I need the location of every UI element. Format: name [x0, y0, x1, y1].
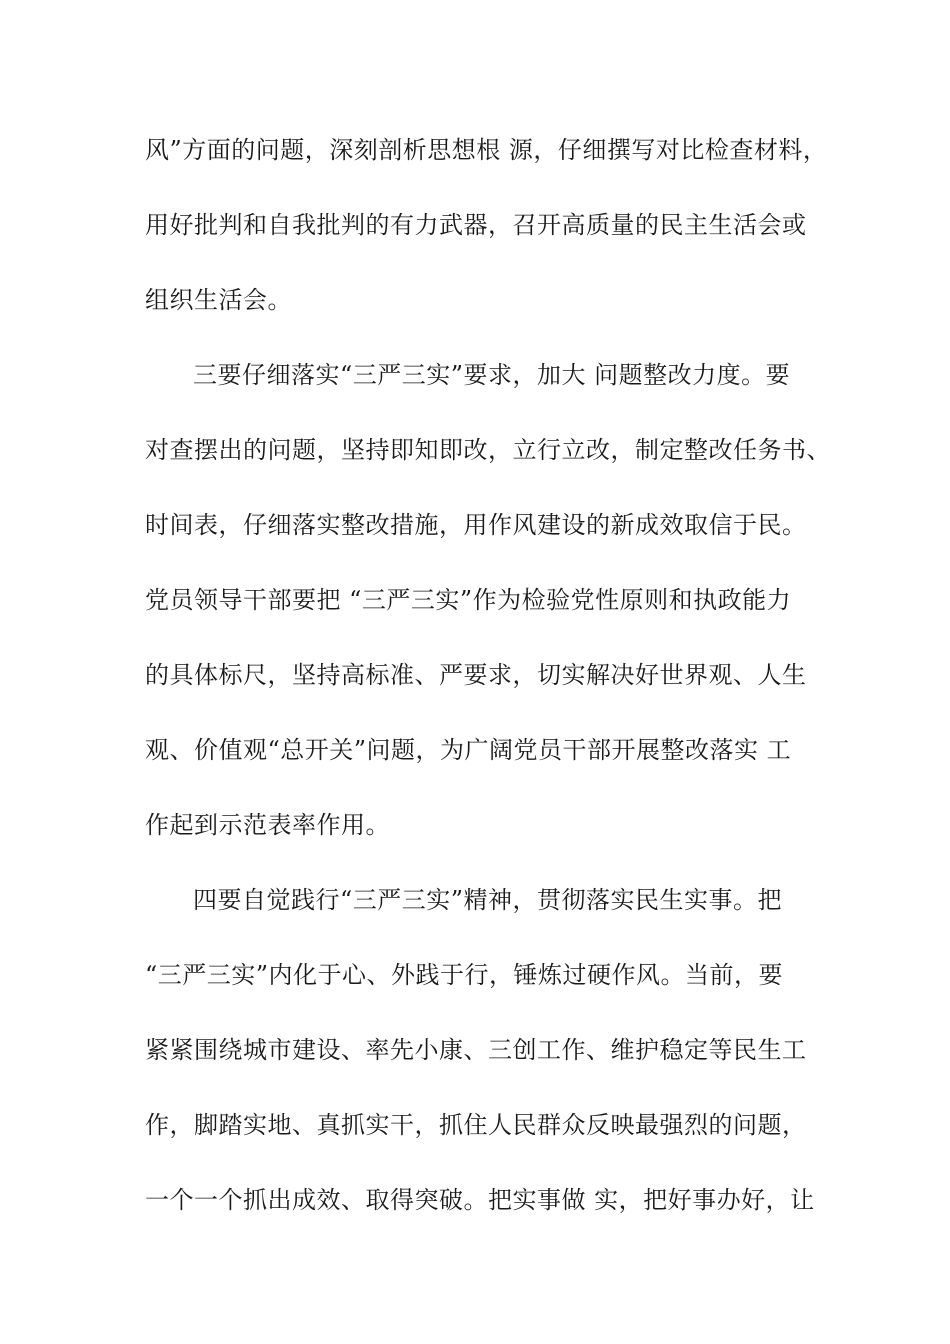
text-line: 用好批判和自我批判的有力武器，召开高质量的民主生活会或 — [145, 211, 807, 239]
text-line: 党员领导干部要把 “三严三实”作为检验党性原则和执政能力 — [145, 586, 792, 614]
text-line: 观、价值观“总开关”问题，为广阔党员干部开展整改落实 工 — [145, 736, 792, 764]
text-line: 的具体标尺，坚持高标准、严要求，切实解决好世界观、人生 — [145, 661, 807, 689]
text-line: 组织生活会。 — [145, 286, 292, 314]
text-line: “三严三实”内化于心、外践于行，锤炼过硬作风。当前，要 — [145, 961, 784, 989]
text-line: 作，脚踏实地、真抓实干，抓住人民群众反映最强烈的问题， — [145, 1111, 807, 1139]
text-line: 一个一个抓出成效、取得突破。把实事做 实，把好事办好，让 — [145, 1186, 815, 1214]
text-line: 时间表，仔细落实整改措施，用作风建设的新成效取信于民。 — [145, 511, 807, 539]
paragraph-start-line: 四要自觉践行“三严三实”精神，贯彻落实民生实事。把 — [193, 886, 783, 914]
text-line: 作起到示范表率作用。 — [145, 811, 390, 839]
text-line: 紧紧围绕城市建设、率先小康、三创工作、维护稳定等民生工 — [145, 1036, 807, 1064]
text-line: 对查摆出的问题，坚持即知即改，立行立改，制定整改任务书、 — [145, 436, 831, 464]
paragraph-start-line: 三要仔细落实“三严三实”要求，加大 问题整改力度。要 — [193, 361, 791, 389]
text-line: 风”方面的问题，深刻剖析思想根 源，仔细撰写对比检查材料， — [145, 136, 828, 164]
